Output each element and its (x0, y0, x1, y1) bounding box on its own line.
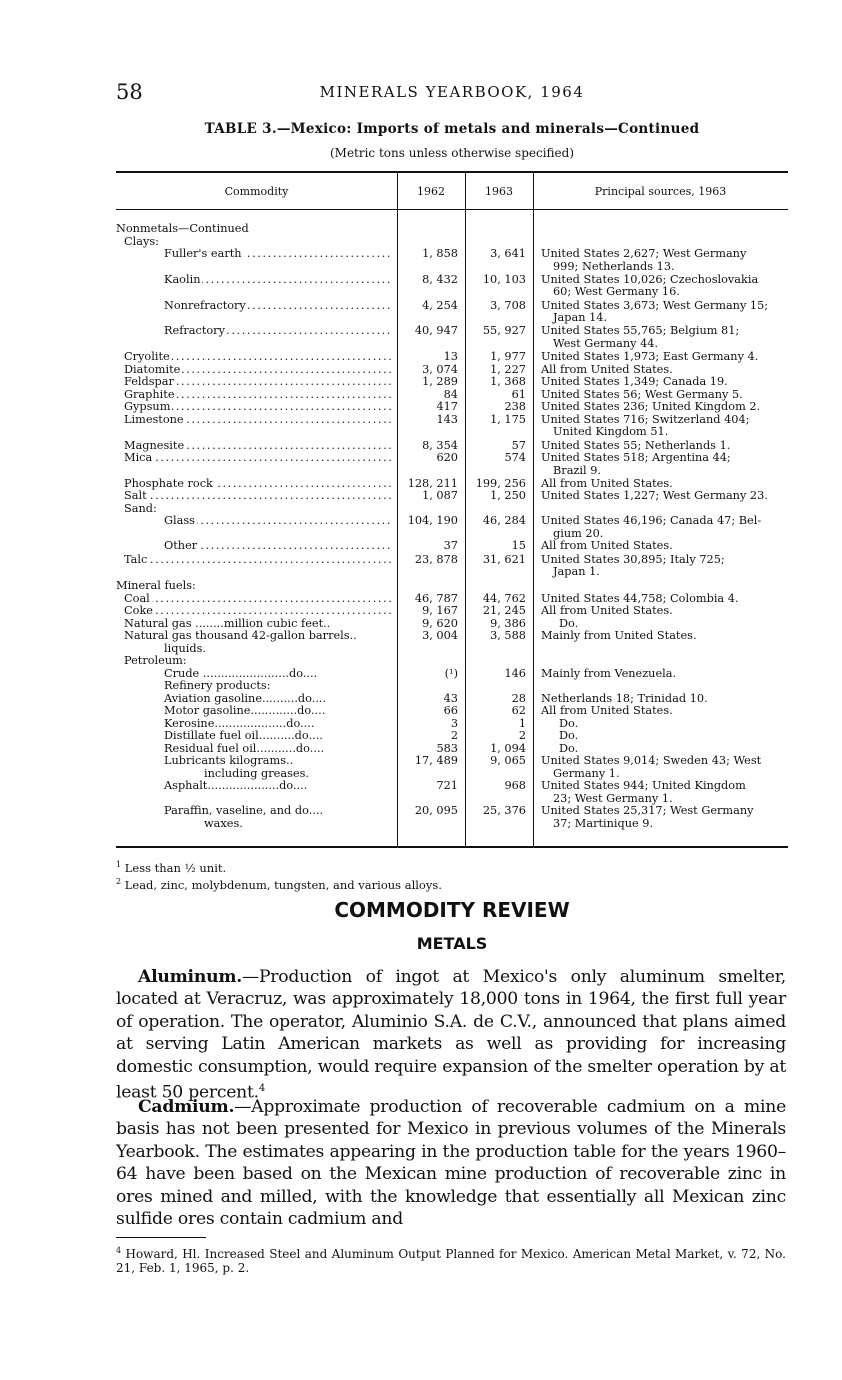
table-header-rule (116, 209, 788, 210)
value-1962: 3 (450, 716, 458, 730)
footnote-mark: 4 (116, 1246, 122, 1255)
principal-sources (541, 325, 788, 350)
principal-sources (541, 300, 788, 325)
value-1963: 46, 284 (482, 514, 526, 528)
value-1962: 3, 004 (422, 629, 458, 642)
source-line: United States 44,758; Colombia 4. (541, 591, 739, 605)
source-line: United States 55; Netherlands 1. (541, 438, 731, 452)
paragraph-text: —Approximate production of recoverable cadmium on a mine basis has not been presented for Mexico in previous volumes of the Minerals Yearbook. The estimates appearing in the production table for the years 1960–64 have been based on the Mexican mine production of recoverable zinc in ores mined and milled, with the knowledge that essentially all Mexican zinc sulfide ores contain cadmium and (116, 1097, 786, 1230)
value-1963: 3, 588 (490, 629, 526, 642)
value-1962: 8, 354 (422, 438, 458, 452)
paragraph-aluminum (116, 966, 786, 1104)
value-1962: 417 (436, 400, 458, 414)
value-1963: 10, 103 (482, 272, 526, 286)
value-1962: 1, 087 (422, 489, 458, 503)
table-subtitle: (Metric tons unless otherwise specified) (329, 146, 575, 160)
paragraph-runin: Aluminum. (138, 967, 242, 987)
source-line-continued: United Kingdom 51. (553, 425, 669, 439)
value-1962: 128, 211 (407, 476, 458, 490)
principal-sources (541, 554, 788, 579)
row-label: Kerosine....................do.... (164, 717, 315, 730)
value-1962: 43 (443, 691, 458, 705)
footnote (116, 875, 788, 892)
row-label: Gypsum . . . (124, 401, 392, 414)
source-line: Netherlands 18; Trinidad 10. (541, 691, 708, 705)
paragraph-cadmium (116, 1096, 786, 1230)
value-1963: 968 (504, 779, 526, 792)
column-header-sources: Principal sources, 1963 (594, 185, 727, 198)
row-label: Glass . . . (164, 515, 392, 528)
source-line: All from United States. (541, 704, 673, 717)
source-line: All from United States. (541, 476, 673, 490)
source-line: United States 3,673; West Germany 15; (541, 298, 769, 312)
source-line-continued: Japan 14. (553, 311, 608, 325)
section-title: COMMODITY REVIEW (334, 898, 570, 922)
value-1962: 9, 167 (422, 604, 458, 617)
source-line: United States 1,349; Canada 19. (541, 375, 728, 389)
source-line: United States 25,317; West Germany (541, 804, 754, 817)
value-1962: 46, 787 (414, 591, 458, 605)
value-1963: 238 (504, 400, 526, 414)
principal-sources (541, 805, 788, 830)
source-line: United States 518; Argentina 44; (541, 451, 731, 464)
source-line: Do. (541, 616, 579, 630)
row-label: liquids. (164, 642, 206, 655)
source-line: All from United States. (541, 604, 673, 617)
table-title: TABLE 3.—Mexico: Imports of metals and minerals—Continued (204, 121, 700, 137)
value-1962: 40, 947 (414, 324, 458, 338)
source-line-continued: Japan 1. (553, 565, 600, 579)
row-label: Refractory . . . (164, 325, 392, 338)
column-divider (397, 171, 398, 847)
row-label: Motor gasoline.............do.... (164, 705, 326, 717)
row-label: Lubricants kilograms.. (164, 755, 294, 767)
value-1963: 199, 256 (475, 476, 526, 490)
principal-sources (541, 414, 788, 439)
paragraph-runin: Cadmium. (138, 1097, 235, 1117)
row-label: Natural gas thousand 42-gallon barrels.. (124, 630, 357, 642)
row-label: Magnesite . . . (124, 440, 392, 453)
principal-sources (541, 630, 788, 643)
row-label: Petroleum: (124, 655, 187, 667)
footnote (116, 858, 788, 875)
value-1963: 62 (511, 704, 526, 717)
value-1963: 1, 175 (490, 412, 526, 426)
row-label: Paraffin, vaseline, and do.... (164, 805, 324, 817)
source-line: Mainly from United States. (541, 629, 697, 642)
value-1963: 21, 245 (482, 604, 526, 617)
value-1963: 57 (511, 438, 526, 452)
value-1962: 1, 858 (422, 247, 458, 260)
source-line-continued: West Germany 44. (553, 336, 659, 350)
paragraph-text: —Production of ingot at Mexico's only aluminum smelter, located at Veracruz, was approximately 18,000 tons in 1964, the first full year of operation. The operator, Aluminio S.A. de C.V., announced that plans aimed at serving Latin American markets as well as providing for increasing domestic consumption, would require expansion of the smelter operation by at least 50 percent. (116, 967, 786, 1103)
source-line: United States 1,973; East Germany 4. (541, 350, 759, 364)
footnote-text: Howard, Hl. Increased Steel and Aluminum Output Planned for Mexico. American Metal Market, v. 72, No. 21, Feb. 1, 1965, p. 2. (116, 1247, 786, 1275)
section-subtitle: METALS (416, 934, 488, 953)
source-line: Mainly from Venezuela. (541, 666, 677, 680)
value-1963: 1, 368 (490, 375, 526, 389)
principal-sources (541, 755, 788, 780)
row-label: Asphalt....................do.... (164, 780, 308, 792)
value-1962: 583 (436, 741, 458, 755)
footnote-text: Less than ½ unit. (124, 860, 227, 875)
row-label: Feldspar . . . (124, 376, 392, 389)
source-line-continued: gium 20. (553, 526, 604, 540)
source-line-continued: 999; Netherlands 13. (553, 259, 675, 273)
row-label: Sand: (124, 502, 157, 515)
table-top-rule (116, 171, 788, 173)
source-line: Do. (541, 729, 579, 742)
value-1963: 31, 621 (482, 552, 526, 566)
value-1962: 1, 289 (422, 375, 458, 389)
row-label: Nonmetals—Continued (116, 223, 249, 235)
value-1962: 3, 074 (422, 362, 458, 376)
footnote-rule (116, 1237, 206, 1238)
row-label: Fuller's earth . . . (164, 248, 392, 261)
value-1963: 55, 927 (482, 324, 526, 338)
source-line-continued: Brazil 9. (553, 463, 601, 477)
row-label: Residual fuel oil...........do.... (164, 742, 325, 755)
row-label: Mica . . . (124, 452, 392, 465)
value-1963: 25, 376 (482, 804, 526, 817)
row-label: Diatomite . . . (124, 364, 392, 377)
row-label: Salt . . . (124, 490, 392, 503)
row-label: Mineral fuels: (116, 580, 196, 592)
principal-sources (541, 780, 788, 805)
column-header-commodity: Commodity (224, 185, 289, 198)
value-1962: 20, 095 (414, 804, 458, 817)
source-line: United States 1,227; West Germany 23. (541, 489, 768, 503)
source-line: United States 30,895; Italy 725; (541, 552, 725, 566)
principal-sources (541, 248, 788, 273)
value-1962: 2 (450, 729, 458, 742)
value-1962: 104, 190 (407, 514, 458, 528)
table-bottom-rule (116, 846, 788, 848)
source-line-continued: 23; West Germany 1. (553, 791, 673, 805)
value-1963: 1, 977 (490, 350, 526, 364)
value-1963: 1, 250 (490, 489, 526, 503)
value-1963: 2 (518, 729, 526, 742)
value-1963: 28 (511, 691, 526, 705)
value-1963: 61 (511, 387, 526, 401)
row-label: Talc . . . (124, 554, 392, 567)
column-divider (533, 171, 534, 847)
footnote-ref: 4 (258, 1083, 265, 1095)
row-label: Other . . . (164, 540, 392, 553)
row-label: Kaolin . . . (164, 274, 392, 287)
value-1962: 84 (443, 387, 458, 401)
value-1962: (¹) (444, 666, 458, 680)
value-1962: 66 (443, 704, 458, 717)
page-number: 58 (116, 80, 143, 104)
value-1963: 15 (511, 539, 526, 553)
row-label: Distillate fuel oil..........do.... (164, 730, 323, 742)
value-1963: 3, 641 (490, 247, 526, 260)
page-footnote (116, 1244, 786, 1275)
source-line: United States 46,196; Canada 47; Bel- (541, 514, 762, 528)
column-divider (465, 171, 466, 847)
value-1962: 17, 489 (414, 754, 458, 767)
value-1963: 146 (504, 666, 526, 680)
imports-table (116, 171, 788, 847)
value-1962: 8, 432 (422, 272, 458, 286)
row-label: including greases. (204, 767, 309, 780)
row-label: Cryolite . . . (124, 351, 392, 364)
row-label: Refinery products: (164, 680, 271, 692)
value-1962: 143 (436, 412, 458, 426)
source-line: United States 10,026; Czechoslovakia (541, 272, 759, 286)
row-label: Limestone . . . (124, 414, 392, 427)
source-line: United States 56; West Germany 5. (541, 387, 743, 401)
row-label: Aviation gasoline..........do.... (164, 692, 327, 705)
value-1963: 1, 227 (490, 362, 526, 376)
source-line-continued: Germany 1. (553, 766, 620, 780)
source-line-continued: 37; Martinique 9. (553, 816, 654, 830)
value-1963: 3, 708 (490, 298, 526, 312)
row-label: Phosphate rock . . . (124, 478, 392, 491)
footnote-mark: 1 (116, 860, 122, 869)
source-line: United States 236; United Kingdom 2. (541, 400, 761, 414)
row-label: Coke . . . (124, 605, 392, 618)
row-label: Graphite . . . (124, 389, 392, 402)
row-label: Clays: (124, 235, 159, 248)
value-1962: 4, 254 (422, 298, 458, 312)
source-line: United States 55,765; Belgium 81; (541, 324, 740, 338)
value-1962: 37 (443, 539, 458, 553)
principal-sources (541, 490, 788, 503)
page-header (116, 80, 788, 106)
footnote-text: Lead, zinc, molybdenum, tungsten, and various alloys. (124, 877, 442, 892)
value-1962: 13 (443, 350, 458, 364)
principal-sources (541, 668, 788, 681)
source-line: United States 9,014; Sweden 43; West (541, 754, 762, 767)
value-1963: 1, 094 (490, 741, 526, 755)
value-1963: 9, 065 (490, 754, 526, 767)
value-1962: 23, 878 (414, 552, 458, 566)
value-1962: 721 (436, 779, 458, 792)
row-label: Nonrefractory . . . (164, 300, 392, 313)
source-line: All from United States. (541, 539, 673, 553)
column-header-1962: 1962 (417, 185, 445, 198)
principal-sources (541, 274, 788, 299)
source-line: Do. (541, 741, 579, 755)
source-line: All from United States. (541, 362, 673, 376)
row-label: Crude ........................do.... (164, 667, 318, 680)
row-label: waxes. (204, 817, 243, 830)
row-label: Coal . . . (124, 593, 392, 606)
principal-sources (541, 515, 788, 540)
source-line: United States 2,627; West Germany (541, 247, 747, 260)
column-header-1963: 1963 (485, 185, 513, 198)
source-line: Do. (541, 716, 579, 730)
source-line-continued: 60; West Germany 16. (553, 285, 680, 299)
footnote-mark: 2 (116, 876, 122, 886)
value-1963: 574 (504, 451, 526, 464)
value-1963: 1 (518, 716, 526, 730)
value-1962: 620 (436, 451, 458, 464)
principal-sources (541, 540, 788, 553)
principal-sources (541, 452, 788, 477)
table-footnotes (116, 858, 788, 892)
running-head: MINERALS YEARBOOK, 1964 (319, 83, 585, 101)
source-line: United States 944; United Kingdom (541, 779, 746, 792)
row-label: Natural gas ........million cubic feet.. (124, 617, 331, 630)
source-line: United States 716; Switzerland 404; (541, 412, 750, 426)
value-1963: 44, 762 (482, 591, 526, 605)
value-1963: 9, 386 (490, 616, 526, 630)
value-1962: 9, 620 (422, 616, 458, 630)
